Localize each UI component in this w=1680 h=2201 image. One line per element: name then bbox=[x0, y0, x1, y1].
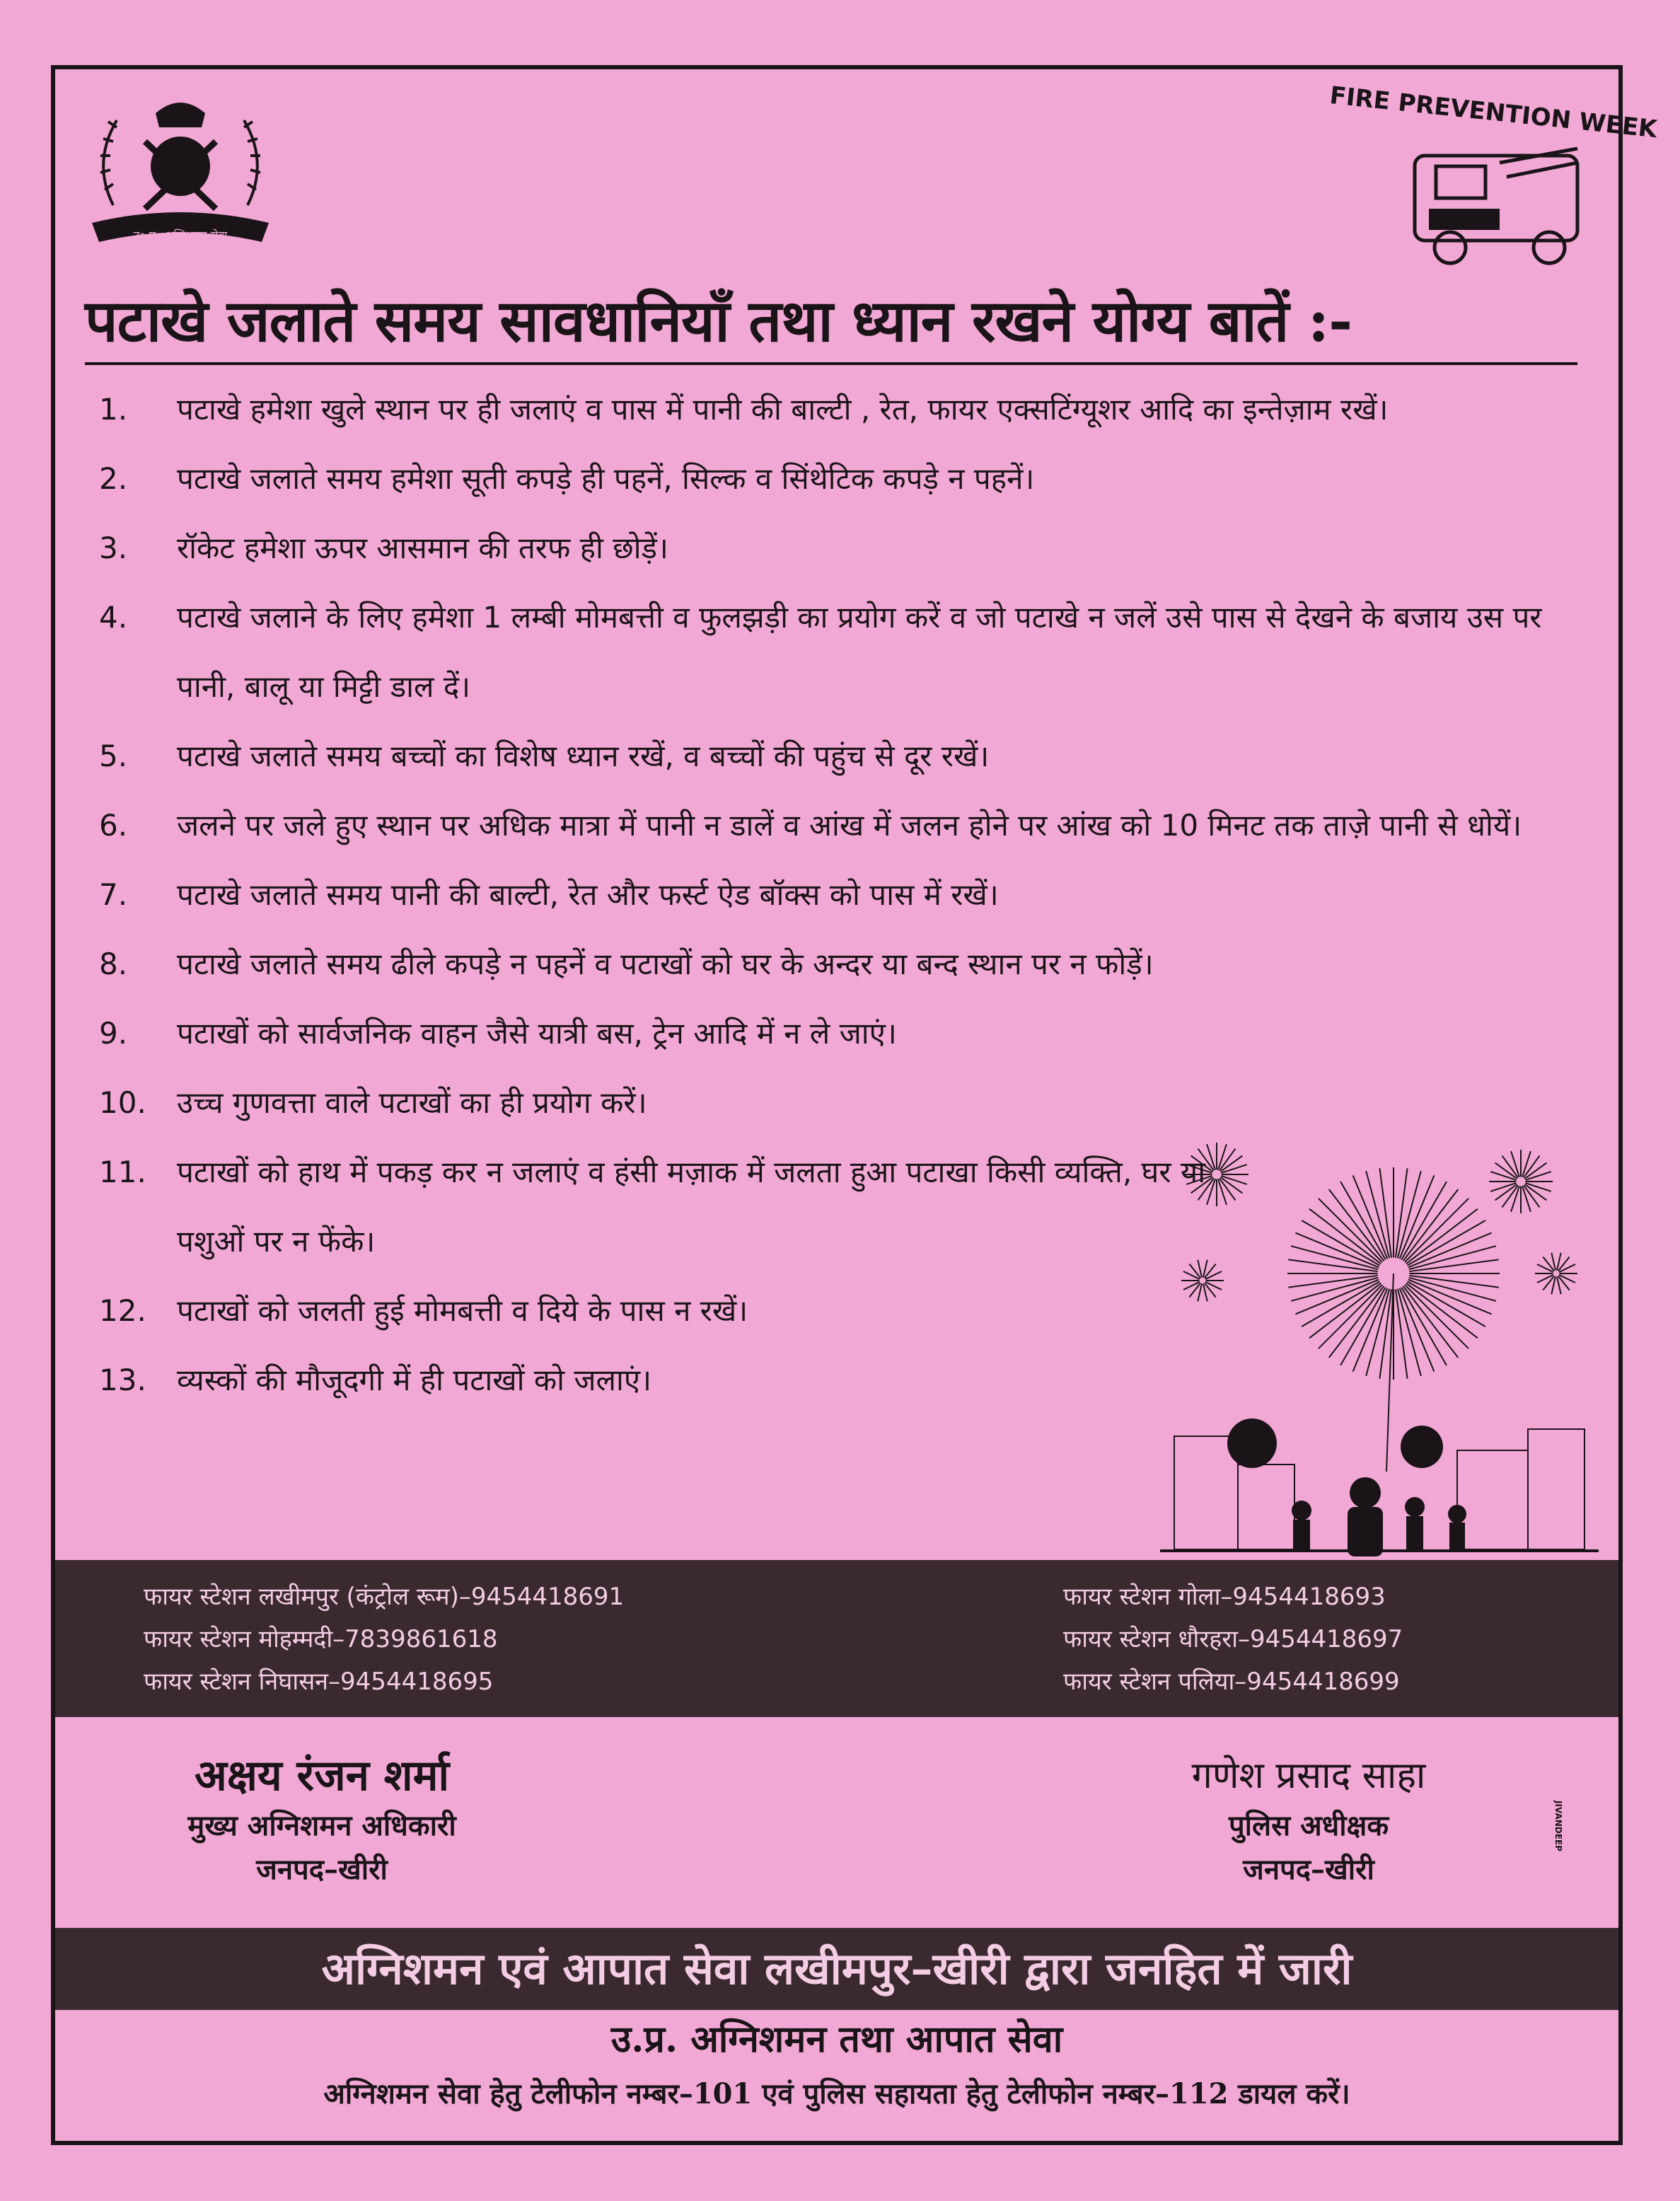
item-text: उच्च गुणवत्ता वाले पटाखों का ही प्रयोग करें। bbox=[177, 1085, 647, 1120]
item-number: 6. bbox=[99, 808, 128, 843]
item-text: पटाखे जलाते समय हमेशा सूती कपड़े ही पहनें, सिल्क व सिंथेटिक कपड़े न पहनें। bbox=[177, 461, 1035, 496]
list-item bbox=[99, 514, 1585, 583]
list-item bbox=[99, 1068, 1585, 1138]
badge-text: FIRE PREVENTION WEEK bbox=[1328, 81, 1659, 144]
signatory-place: जनपद–खीरी bbox=[1243, 1853, 1374, 1886]
item-number: 10. bbox=[99, 1085, 146, 1120]
emblem-text: उ० प्र० अग्निशमन सेवा bbox=[133, 229, 228, 242]
item-text: पटाखों को सार्वजनिक वाहन जैसे यात्री बस, ट्रेन आदि में न ले जाएं। bbox=[177, 1016, 897, 1051]
list-item bbox=[99, 722, 1585, 791]
item-text: पटाखों को हाथ में पकड़ कर न जलाएं व हंसी मज़ाक में जलता हुआ पटाखा किसी व्यक्ति, घर या पशुओं पर न फेंके। bbox=[177, 1155, 1206, 1259]
emergency-phone-line: अग्निशमन सेवा हेतु टेलीफोन नम्बर–101 एवं पुलिस सहायता हेतु टेलीफोन नम्बर–112 डायल करें। bbox=[323, 2077, 1350, 2110]
signatory-right bbox=[1103, 1747, 1514, 1892]
contact-line: फायर स्टेशन पलिया–9454418699 bbox=[1063, 1668, 1400, 1696]
contacts-right-column bbox=[1063, 1576, 1403, 1703]
item-number: 1. bbox=[99, 392, 128, 427]
item-number: 11. bbox=[99, 1155, 146, 1189]
list-item bbox=[99, 375, 1585, 444]
item-number: 12. bbox=[99, 1293, 146, 1328]
emblem-icon bbox=[78, 85, 283, 255]
footer-title: उ.प्र. अग्निशमन तथा आपात सेवा bbox=[610, 2018, 1063, 2061]
item-text: पटाखे जलाते समय बच्चों का विशेष ध्यान रखें, व बच्चों की पहुंच से दूर रखें। bbox=[177, 739, 990, 773]
item-number: 5. bbox=[99, 739, 128, 773]
item-text: जलने पर जले हुए स्थान पर अधिक मात्रा में पानी न डालें व आंख में जलन होने पर आंख को 10 मिनट तक ताज़े पानी से धोयें। bbox=[177, 808, 1522, 843]
list-item bbox=[99, 444, 1585, 514]
item-number: 8. bbox=[99, 947, 128, 981]
item-text: पटाखों को जलती हुई मोमबत्ती व दिये के पास न रखें। bbox=[177, 1293, 748, 1328]
contacts-left-column bbox=[144, 1576, 624, 1703]
item-number: 9. bbox=[99, 1016, 128, 1051]
contact-line: फायर स्टेशन धौरहरा–9454418697 bbox=[1063, 1625, 1403, 1653]
contact-line: फायर स्टेशन गोला–9454418693 bbox=[1063, 1583, 1386, 1611]
item-text: पटाखे जलाते समय ढीले कपड़े न पहनें व पटाखों को घर के अन्दर या बन्द स्थान पर न फोड़ें। bbox=[177, 947, 1154, 981]
item-text: पटाखे जलाने के लिए हमेशा 1 लम्बी मोमबत्ती व फुलझड़ी का प्रयोग करें व जो पटाखे न जलें उसे पास से देखने के बजाय उस पर पानी, बालू या मिट्टी डाल दें। bbox=[177, 600, 1542, 704]
fire-service-emblem bbox=[78, 85, 283, 255]
item-number: 4. bbox=[99, 600, 128, 635]
item-text: पटाखे हमेशा खुले स्थान पर ही जलाएं व पास में पानी की बाल्टी , रेत, फायर एक्सटिंग्यूशर आदि का इन्तेज़ाम रखें। bbox=[177, 392, 1389, 427]
item-text: व्यस्कों की मौजूदगी में ही पटाखों को जलाएं। bbox=[177, 1363, 651, 1397]
list-item bbox=[99, 583, 1585, 722]
list-item bbox=[99, 860, 1585, 930]
printer-mark: JIVANDEEP bbox=[1553, 1801, 1563, 1852]
item-text: पटाखे जलाते समय पानी की बाल्टी, रेत और फर्स्ट ऐड बॉक्स को पास में रखें। bbox=[177, 877, 999, 912]
signatory-name: अक्षय रंजन शर्मा bbox=[194, 1751, 450, 1801]
signatory-role: पुलिस अधीक्षक bbox=[1228, 1809, 1389, 1842]
contact-line: फायर स्टेशन मोहम्मदी–7839861618 bbox=[144, 1625, 498, 1653]
contact-line: फायर स्टेशन निघासन–9454418695 bbox=[144, 1668, 494, 1696]
list-item bbox=[99, 791, 1585, 860]
signatory-name: गणेश प्रसाद साहा bbox=[1191, 1755, 1426, 1797]
title-underline bbox=[85, 362, 1577, 365]
list-item bbox=[99, 999, 1585, 1068]
fireworks-illustration bbox=[1160, 1132, 1599, 1571]
contact-line: फायर स्टेशन लखीमपुर (कंट्रोल रूम)–9454418691 bbox=[144, 1583, 625, 1611]
signatory-role: मुख्य अग्निशमन अधिकारी bbox=[187, 1809, 456, 1842]
signatory-left bbox=[106, 1747, 538, 1892]
fire-truck-icon bbox=[1328, 78, 1659, 269]
item-number: 13. bbox=[99, 1363, 146, 1397]
page-title: पटाखे जलाते समय सावधानियाँ तथा ध्यान रखने योग्य बातें :- bbox=[85, 287, 1352, 355]
list-item bbox=[99, 930, 1585, 999]
issued-by-banner: अग्निशमन एवं आपात सेवा लखीमपुर–खीरी द्वारा जनहित में जारी bbox=[55, 1928, 1618, 2010]
item-number: 3. bbox=[99, 531, 128, 565]
fireworks-icon bbox=[1160, 1132, 1599, 1571]
item-number: 2. bbox=[99, 461, 128, 496]
item-number: 7. bbox=[99, 877, 128, 912]
item-text: रॉकेट हमेशा ऊपर आसमान की तरफ ही छोड़ें। bbox=[177, 531, 668, 565]
fire-station-contacts bbox=[55, 1560, 1618, 1717]
fire-prevention-week-badge bbox=[1328, 78, 1659, 269]
signatory-place: जनपद–खीरी bbox=[256, 1853, 388, 1886]
